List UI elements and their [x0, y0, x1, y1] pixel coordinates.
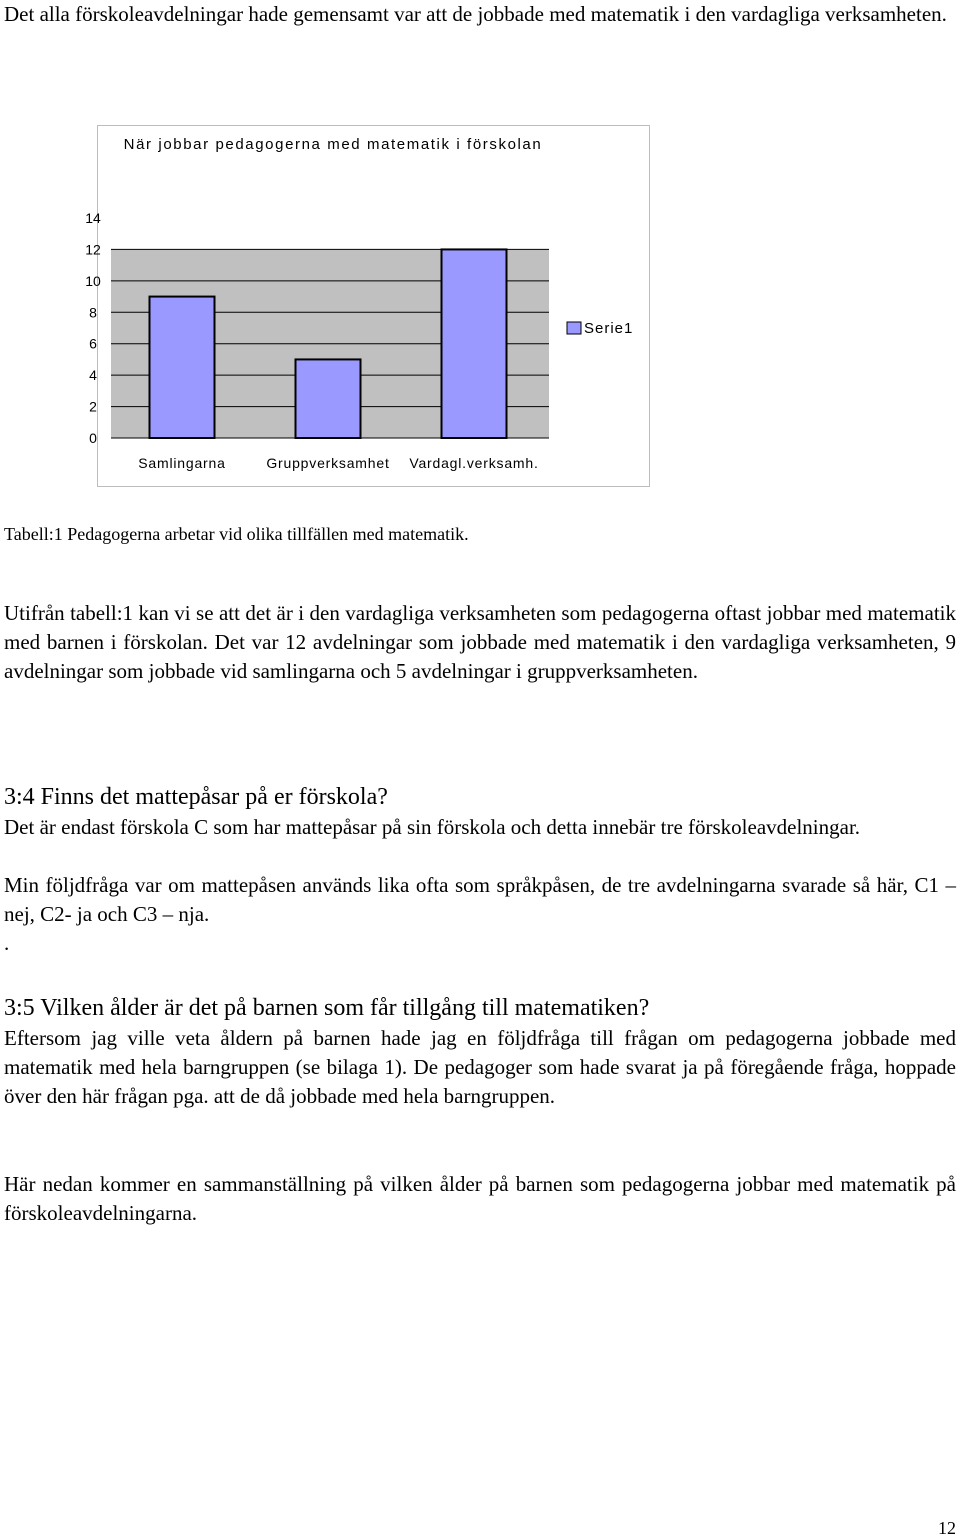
paragraph-sammanstallning: Här nedan kommer en sammanställning på vilken ålder på barnen som pedagogerna jobbar med matematik på förskoleavdelningarna. [4, 1172, 956, 1225]
y-tick-label: 8 [89, 304, 97, 321]
section-heading-3-4: 3:4 Finns det mattepåsar på er förskola? [4, 784, 388, 810]
y-tick-label: 6 [89, 335, 97, 352]
paragraph-analysis: Utifrån tabell:1 kan vi se att det är i den vardagliga verksamheten som pedagogerna oftast jobbar med matematik med barnen i förskolan. Det var 12 avdelningar som jobbade med matematik i den vardagliga verksamheten, 9 avdelningar som jobbade vid samlingarna och 5 avdelningar i gruppverksamheten. [4, 601, 956, 683]
page-number: 12 [938, 1518, 956, 1538]
legend-label: Serie1 [584, 320, 634, 337]
chart-canvas [85, 125, 650, 487]
y-tick-label: 4 [89, 367, 97, 384]
x-tick-label: Samlingarna [138, 455, 226, 471]
bar [296, 359, 361, 438]
x-axis-tick-labels [138, 455, 538, 471]
y-tick-label: 14 [85, 210, 101, 226]
y-tick-label: 0 [89, 430, 97, 446]
x-tick-label: Gruppverksamhet [266, 455, 390, 471]
bar-chart [85, 125, 650, 487]
y-tick-label: 12 [85, 241, 101, 258]
chart-title: När jobbar pedagogerna med matematik i förskolan [123, 136, 543, 153]
paragraph-mattepasar: Det är endast förskola C som har mattepåsar på sin förskola och detta innebär tre förskoleavdelningar. [4, 815, 861, 839]
paragraph-dot: . [4, 931, 10, 955]
chart-caption: Tabell:1 Pedagogerna arbetar vid olika tillfällen med matematik. [4, 524, 469, 544]
section-heading-3-5: 3:5 Vilken ålder är det på barnen som får tillgång till matematiken? [4, 995, 650, 1021]
paragraph-foljdfraga: Min följdfråga var om mattepåsen används lika ofta som språkpåsen, de tre avdelningarna svarade så här, C1 – nej, C2- ja och C3 – nja. [4, 873, 956, 926]
intro-paragraph: Det alla förskoleavdelningar hade gemensamt var att de jobbade med matematik i den vardagliga verksamheten. [4, 2, 947, 26]
x-tick-label: Vardagl.verksamh. [409, 455, 539, 471]
y-tick-label: 2 [89, 398, 97, 415]
bar [150, 297, 215, 438]
bar [442, 249, 507, 438]
paragraph-alder: Eftersom jag ville veta åldern på barnen hade jag en följdfråga till frågan om pedagogerna jobbade med matematik med hela barngruppen (se bilaga 1). De pedagoger som hade svarat ja på föregående fråga, hoppade över den här frågan pga. att de då jobbade med hela barngruppen. [4, 1026, 956, 1108]
legend [567, 320, 633, 337]
legend-swatch [567, 322, 581, 334]
y-tick-label: 10 [85, 272, 101, 289]
